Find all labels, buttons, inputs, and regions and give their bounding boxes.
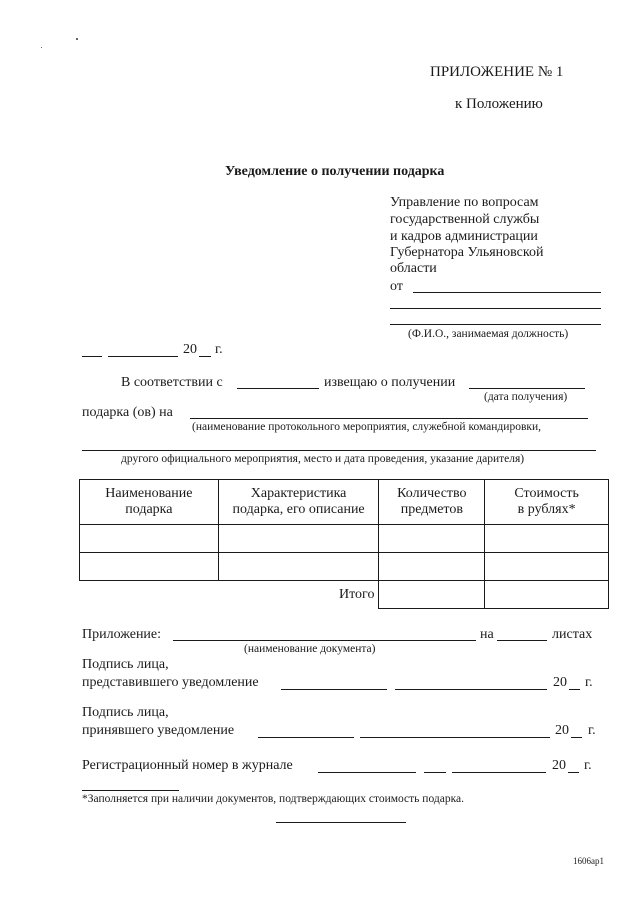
appendix-number: ПРИЛОЖЕНИЕ № 1: [430, 64, 564, 80]
registration-number-line[interactable]: [318, 772, 416, 773]
receiver-year-line[interactable]: [571, 737, 582, 738]
table-cell[interactable]: [379, 525, 485, 553]
column-header-quantity: Количество предметов: [379, 480, 485, 525]
column-header-description: Характеристика подарка, его описание: [218, 480, 379, 525]
attachment-on-label: на: [480, 627, 494, 642]
gift-label: подарка (ов) на: [82, 405, 173, 420]
table-cell[interactable]: [80, 553, 219, 581]
attachment-label: Приложение:: [82, 627, 162, 642]
presenter-year-prefix: 20: [553, 675, 567, 690]
registration-day-line[interactable]: [424, 772, 446, 773]
notify-label: извещаю о получении: [324, 375, 456, 390]
column-header-cost: Стоимость в рублях*: [485, 480, 609, 525]
year-field-line[interactable]: [199, 356, 211, 357]
receiver-year-suffix: г.: [588, 723, 596, 738]
scan-speck: [41, 47, 42, 48]
presenter-decoding-line[interactable]: [395, 689, 547, 690]
presenter-signature-label: Подпись лица,: [82, 657, 169, 672]
addressee-line: государственной службы: [390, 212, 540, 227]
fio-caption: (Ф.И.О., занимаемая должность): [408, 328, 569, 340]
bottom-separator: [276, 822, 406, 823]
table-cell[interactable]: [485, 525, 609, 553]
registration-month-line[interactable]: [452, 772, 546, 773]
presenter-signature-label: представившего уведомление: [82, 675, 259, 690]
according-label: В соответствии с: [121, 375, 223, 390]
total-cost-cell[interactable]: [485, 581, 609, 609]
table-header-row: [80, 480, 609, 525]
footnote-separator: [82, 790, 179, 791]
event-caption: (наименование протокольного мероприятия, служебной командировки,: [192, 421, 541, 433]
receipt-date-caption: (дата получения): [484, 391, 568, 403]
addressee-line: Губернатора Ульяновской: [390, 245, 544, 260]
event-field-line[interactable]: [190, 418, 588, 419]
attachment-field-line[interactable]: [173, 640, 476, 641]
sheets-count-field-line[interactable]: [497, 640, 547, 641]
table-cell[interactable]: [485, 553, 609, 581]
day-field-line[interactable]: [82, 356, 102, 357]
table-cell[interactable]: [218, 525, 379, 553]
from-field-line[interactable]: [413, 292, 601, 293]
registration-year-line[interactable]: [568, 772, 579, 773]
total-label: Итого: [339, 586, 375, 602]
registration-label: Регистрационный номер в журнале: [82, 758, 293, 773]
month-field-line[interactable]: [108, 356, 178, 357]
footnote: *Заполняется при наличии документов, подтверждающих стоимость подарка.: [82, 793, 464, 805]
date-year-prefix: 20: [183, 342, 197, 357]
registration-year-prefix: 20: [552, 758, 566, 773]
document-caption: (наименование документа): [244, 643, 376, 655]
registration-year-suffix: г.: [584, 758, 592, 773]
receiver-signature-line[interactable]: [258, 737, 354, 738]
table-cell[interactable]: [80, 525, 219, 553]
presenter-year-line[interactable]: [569, 689, 580, 690]
addressee-line: области: [390, 261, 437, 276]
presenter-signature-line[interactable]: [281, 689, 387, 690]
gift-table: [79, 479, 609, 609]
from-label: от: [390, 279, 403, 294]
receiver-signature-label: Подпись лица,: [82, 705, 169, 720]
table-row: [80, 553, 609, 581]
receiver-signature-label: принявшего уведомление: [82, 723, 235, 738]
sheets-label: листах: [552, 627, 593, 642]
addressee-line: и кадров администрации: [390, 229, 538, 244]
presenter-year-suffix: г.: [585, 675, 593, 690]
receipt-date-field-line[interactable]: [469, 388, 585, 389]
event-caption: другого официального мероприятия, место и дата проведения, указание дарителя): [121, 453, 525, 465]
from-field-line-2[interactable]: [390, 308, 601, 309]
receiver-decoding-line[interactable]: [360, 737, 550, 738]
column-header-name: Наименование подарка: [80, 480, 219, 525]
addressee-line: Управление по вопросам: [390, 195, 539, 210]
from-field-line-3[interactable]: [390, 324, 601, 325]
total-quantity-cell[interactable]: [379, 581, 485, 609]
scan-speck: [76, 38, 78, 40]
table-total-row: [80, 581, 609, 609]
according-field-line[interactable]: [237, 388, 319, 389]
date-year-suffix: г.: [215, 342, 223, 357]
receiver-year-prefix: 20: [555, 723, 569, 738]
form-title: Уведомление о получении подарка: [225, 164, 445, 179]
to-regulation: к Положению: [455, 96, 543, 112]
table-row: [80, 525, 609, 553]
event-field-line-2[interactable]: [82, 450, 596, 451]
table-cell[interactable]: [379, 553, 485, 581]
document-code: 1606ap1: [573, 856, 604, 866]
table-cell[interactable]: [218, 553, 379, 581]
